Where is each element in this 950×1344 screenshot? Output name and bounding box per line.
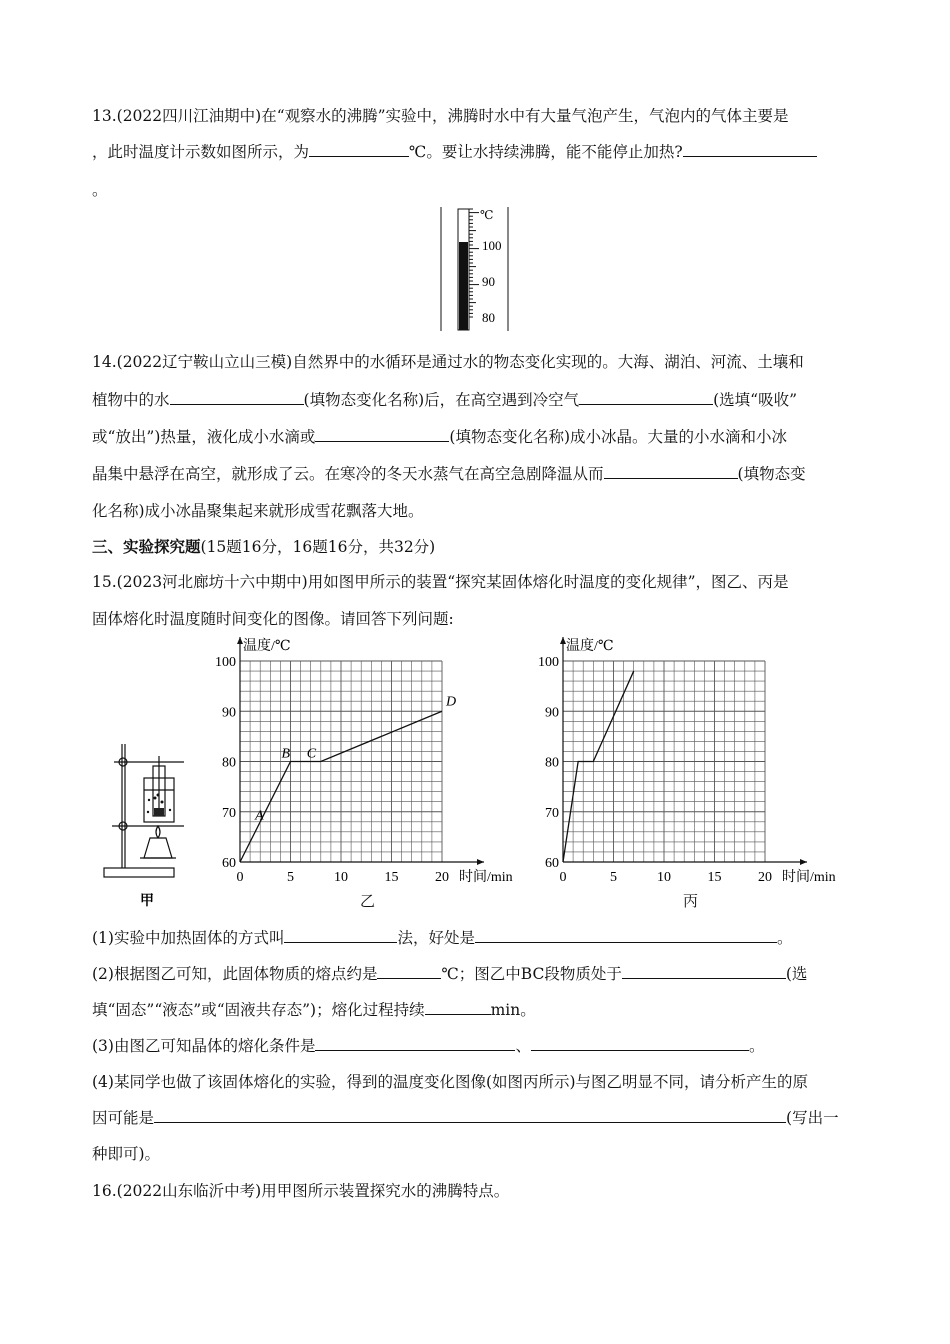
fig-label-jia: 甲 [140,894,154,908]
q15-p3-b: 、 [515,1037,531,1055]
q15-p1 [92,926,793,948]
y-tick-label: 70 [545,805,559,821]
q15-p4-b: 因可能是 [92,1109,155,1127]
y-tick-label: 100 [538,655,559,670]
x-tick-label: 5 [610,870,617,885]
q15-p2-c: (选 [785,965,808,983]
point-label-C: C [306,746,317,762]
thermometer-tick-100: 100 [482,238,502,253]
thermometer-liquid [459,242,468,330]
series-line [563,671,634,862]
apparatus-figure [100,738,188,908]
q14-line5: 化名称)成小冰晶聚集起来就形成雪花飘落大地。 [92,502,424,520]
q13-temp-blank[interactable] [309,141,409,157]
flame [156,826,160,838]
q15-p2 [92,962,807,984]
q14-text-g: (填物态变 [737,465,806,483]
q13-text-b: ℃。要让水持续沸腾，能不能停止加热? [409,143,683,161]
q15-p3-blank-2[interactable] [531,1035,749,1051]
q15-p2-cont [92,998,536,1020]
q13-heating-blank[interactable] [683,141,817,157]
point-label-B: B [281,746,291,762]
y-tick-label: 90 [545,705,559,721]
y-axis-label: 温度/℃ [243,639,291,654]
q15-line1: 15.(2023河北廊坊十六中期中)用如图甲所示的装置“探究某固体熔化时温度的变化规律”，图乙、丙是 [92,573,789,591]
x-tick-label: 20 [758,870,772,885]
q15-p1-c: 。 [776,929,793,947]
q15-p2-e: min。 [490,1001,536,1019]
y-tick-label: 80 [222,755,236,771]
q13-line2 [92,140,817,162]
q15-p2-d: 填“固态”“液态”或“固液共存态”)；熔化过程持续 [92,1001,425,1019]
q13-line1: 13.(2022四川江油期中)在“观察水的沸腾”实验中，沸腾时水中有大量气泡产生，气泡内的气体主要是 [92,107,789,125]
q15-line2: 固体熔化时温度随时间变化的图像。请回答下列问题: [92,610,454,628]
y-tick-label: 100 [215,655,236,670]
q15-p4-cont [92,1106,839,1128]
q15-p1-blank-benefit[interactable] [475,927,777,943]
x-tick-label: 10 [334,870,348,885]
y-tick-label: 70 [222,805,236,821]
q15-p4-blank[interactable] [154,1107,786,1123]
q14-blank-1[interactable] [170,389,304,405]
x-tick-label: 15 [384,870,399,885]
section3-note: (15题16分，16题16分，共32分) [200,538,436,556]
x-tick-label: 10 [657,870,671,885]
q14-line4 [92,462,806,484]
q15-p3-c: 。 [748,1037,765,1055]
x-tick-label: 20 [435,870,449,885]
x-axis-arrow [800,859,807,865]
q16-line1: 16.(2022山东临沂中考)用甲图所示装置探究水的沸腾特点。 [92,1182,510,1200]
thermometer-tick-80: 80 [482,310,495,325]
q15-p1-a: (1)实验中加热固体的方式叫 [92,929,285,947]
q14-blank-4[interactable] [604,463,738,479]
q14-text-f: 晶集中悬浮在高空，就形成了云。在寒冷的冬天水蒸气在高空急剧降温从而 [92,465,604,483]
solid-sample [154,808,164,816]
point-label-D: D [446,694,457,710]
thermometer-unit: ℃ [480,208,494,222]
q15-p3-a: (3)由图乙可知晶体的熔化条件是 [92,1037,316,1055]
q15-p4-end: 种即可)。 [92,1145,161,1163]
x-axis-label: 时间/min [782,870,836,885]
y-tick-label: 90 [222,705,236,721]
q15-p2-blank-duration[interactable] [425,999,491,1015]
q15-p4-c: (写出一 [786,1109,839,1127]
y-axis-label: 温度/℃ [566,639,614,654]
q15-p2-blank-state[interactable] [622,963,786,979]
q14-text-a: 植物中的水 [92,391,170,409]
chart-yi [200,628,540,918]
q15-p1-b: 法，好处是 [397,929,475,947]
q14-line3 [92,425,787,447]
thermometer-tick-90: 90 [482,274,495,289]
q13-line3: 。 [92,181,108,199]
q14-text-c: (选填“吸收” [713,391,798,409]
section3-title: 三、实验探究题 [92,537,201,556]
q14-blank-2[interactable] [579,389,713,405]
q15-p2-blank-mp[interactable] [377,963,441,979]
q13-text-a: ，此时温度计示数如图所示，为 [92,143,310,161]
q14-text-e: (填物态变化名称)成小冰晶。大量的小水滴和小冰 [449,428,788,446]
q15-p1-blank-method[interactable] [284,927,397,943]
q14-line1: 14.(2022辽宁鞍山立山三模)自然界中的水循环是通过水的物态变化实现的。大海、湖泊、河流、土壤和 [92,353,804,371]
q14-text-b: (填物态变化名称)后，在高空遇到冷空气 [303,391,580,409]
x-axis-label: 时间/min [459,870,513,885]
y-tick-label: 80 [545,755,559,771]
x-tick-label: 0 [236,870,244,885]
q15-p2-b: ℃；图乙中BC段物质处于 [441,965,622,983]
y-tick-label: 60 [222,856,236,871]
x-tick-label: 0 [559,870,567,885]
section3-heading [92,535,435,557]
fig-label-bing: 丙 [683,892,699,910]
x-tick-label: 15 [707,870,722,885]
stand-base [104,868,174,877]
q15-p4: (4)某同学也做了该固体熔化的实验，得到的温度变化图像(如图丙所示)与图乙明显不同，请分析产生的原 [92,1073,809,1091]
thermometer-figure [438,205,514,333]
q15-p3-blank-1[interactable] [315,1035,515,1051]
x-tick-label: 5 [287,870,294,885]
point-label-A: A [255,808,264,824]
alcohol-lamp [144,838,172,858]
x-axis-arrow [477,859,484,865]
q14-line2 [92,388,797,410]
q14-blank-3[interactable] [315,426,449,442]
chart-bing [523,628,863,918]
q14-text-d: 或“放出”)热量，液化成小水滴或 [92,428,316,446]
fig-label-yi: 乙 [360,892,376,910]
q15-p2-a: (2)根据图乙可知，此固体物质的熔点约是 [92,965,378,983]
q15-p3 [92,1034,765,1056]
y-tick-label: 60 [545,856,559,871]
